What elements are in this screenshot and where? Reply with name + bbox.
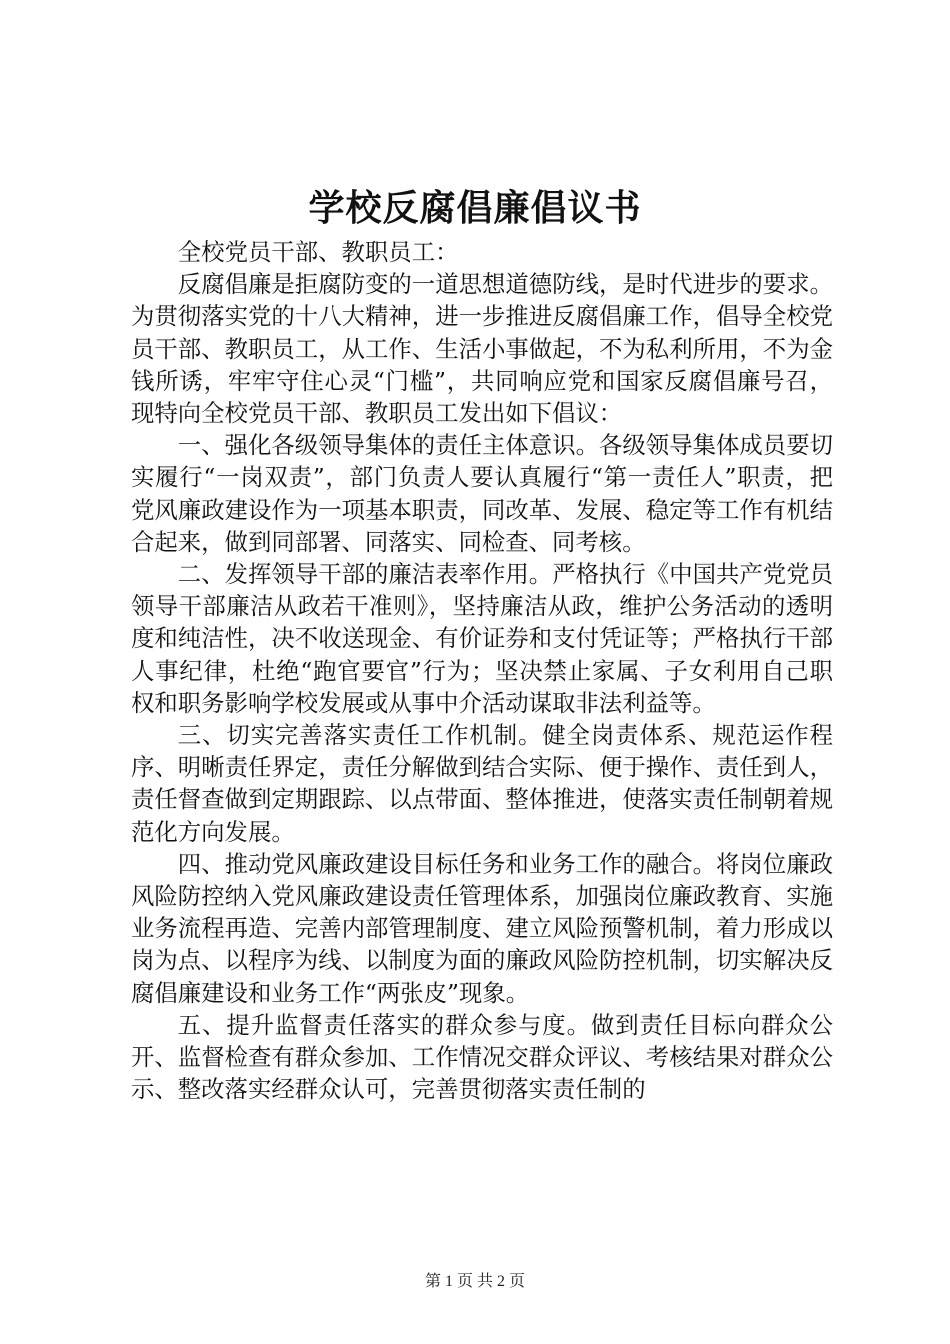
paragraph-item-4: 四、推动党风廉政建设目标任务和业务工作的融合。将岗位廉政风险防控纳入党风廉政建设责任管理体系，加强岗位廉政教育、实施业务流程再造、完善内部管理制度、建立风险预警机制，着力形成以岗为点、以程序为线、以制度为面的廉政风险防控机制，切实解决反腐倡廉建设和业务工作“两张皮”现象。 <box>131 849 833 1007</box>
paragraph-item-2: 二、发挥领导干部的廉洁表率作用。严格执行《中国共产党党员领导干部廉洁从政若干准则》，坚持廉洁从政，维护公务活动的透明度和纯洁性，决不收送现金、有价证券和支付凭证等；严格执行干部人事纪律，杜绝“跑官要官”行为；坚决禁止家属、子女利用自己职权和职务影响学校发展或从事中介活动谋取非法利益等。 <box>131 560 833 717</box>
page-number-footer: 第 1 页 共 2 页 <box>424 1273 525 1290</box>
paragraph-item-3: 三、切实完善落实责任工作机制。健全岗责体系、规范运作程序、明晰责任界定，责任分解做到结合实际、便于操作、责任到人，责任督查做到定期跟踪、以点带面、整体推进，使落实责任制朝着规范化方向发展。 <box>131 721 833 846</box>
paragraph-item-5: 五、提升监督责任落实的群众参与度。做到责任目标向群众公开、监督检查有群众参加、工作情况交群众评议、考核结果对群众公示、整改落实经群众认可，完善贯彻落实责任制的 <box>131 1010 833 1104</box>
paragraph-item-1: 一、强化各级领导集体的责任主体意识。各级领导集体成员要切实履行“一岗双责”，部门负责人要认真履行“第一责任人”职责，把党风廉政建设作为一项基本职责，同改革、发展、稳定等工作有机结合起来，做到同部署、同落实、同检查、同考核。 <box>131 431 833 556</box>
salutation: 全校党员干部、教职员工： <box>177 238 459 266</box>
document-body <box>131 236 833 1105</box>
document-title: 学校反腐倡廉倡议书 <box>308 187 642 229</box>
paragraph-intro: 反腐倡廉是拒腐防变的一道思想道德防线，是时代进步的要求。为贯彻落实党的十八大精神，进一步推进反腐倡廉工作，倡导全校党员干部、教职员工，从工作、生活小事做起，不为私利所用，不为金钱所诱，牢牢守住心灵“门槛”，共同响应党和国家反腐倡廉号召，现特向全校党员干部、教职员工发出如下倡议： <box>131 270 833 428</box>
